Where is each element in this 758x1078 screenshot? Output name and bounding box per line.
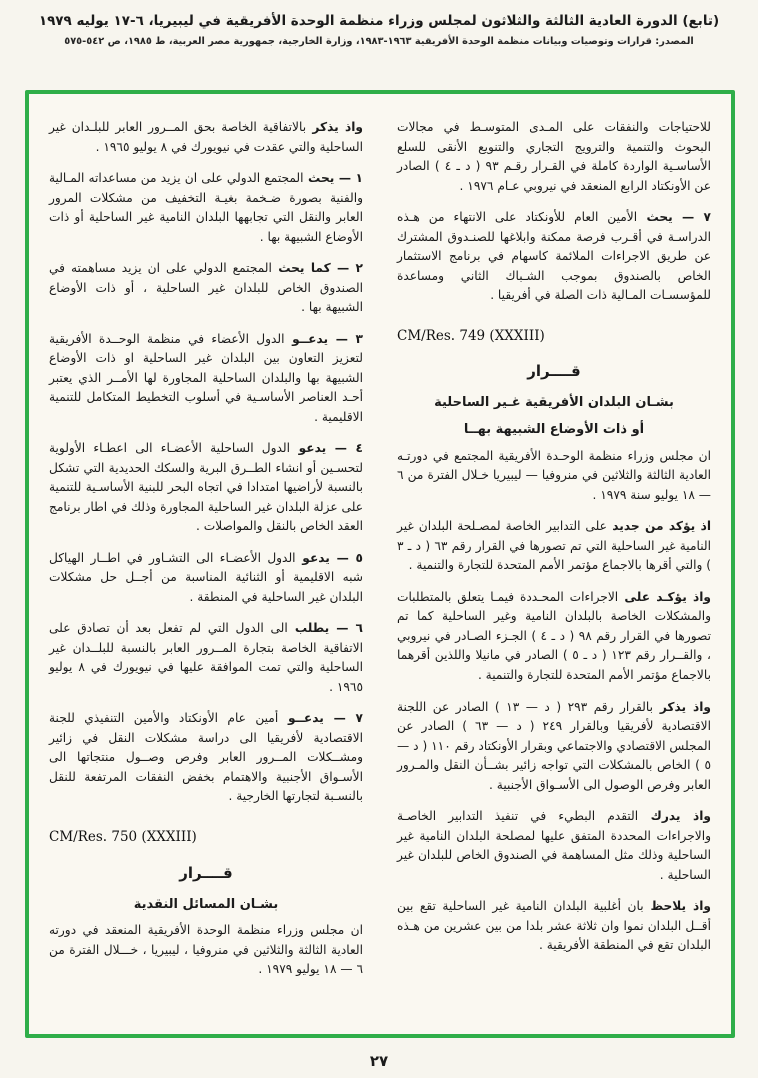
- resolution-subtitle: بشـان البلدان الأفريقية غـير الساحلية: [434, 395, 674, 411]
- column-right: [397, 118, 711, 1020]
- paragraph-lead: ٥ — يدعو: [295, 550, 363, 565]
- paragraph-lead: واذ يذكر: [306, 120, 363, 134]
- paragraph-lead: ٣ — يدعــو: [284, 331, 363, 346]
- paragraph: ٦ — يطلب الى الدول التي لم تفعل بعد أن تصادق على الاتفاقية الخاصة بتجارة المــرور العابر بالنسبة للبلــدان غير الساحلية والتي تمت الموافقة عليها في نيويورك في ٨ يوليو ١٩٦٥ .: [49, 621, 364, 694]
- paragraph-lead: ٢ — كما يحث: [271, 261, 363, 276]
- paragraph-lead: واذ يدرك: [638, 809, 712, 824]
- paragraph: واذ يذكر بالقرار رقم ٢٩٣ ( د — ١٣ ) الصادر عن اللجنة الاقتصادية لأفريقيا وبالقرار ٢٤٩ ( د — ٦٣ ) الصادر عن المجلس الاقتصادي والاجتماعي وبقرار الأونكتاد رقم ١١٠ ( د — ٥ ) الخاص بالمشكلات التي تواجه زائير بشــأن النقل والمـرور العابر وفرص الوصول الى الأسـواق الأجنبية .: [397, 699, 711, 792]
- paragraph-lead: واذ يذكر: [652, 699, 711, 714]
- paragraph-lead: ٦ — يطلب: [287, 621, 363, 636]
- paragraph: ٥ — يدعو الدول الأعضـاء الى التشـاور في اطــار الهياكل شبه الاقليمية أو الثنائية المناسبة من أجــل حل مشكلات البلدان غير الساحلية في المنطقة .: [49, 550, 363, 604]
- text-columns: [49, 118, 711, 1020]
- page-number: ٢٧: [369, 1052, 389, 1070]
- resolution-number: CM/Res. 750 (XXXIII): [49, 828, 197, 845]
- resolution-number: CM/Res. 749 (XXXIII): [397, 327, 545, 344]
- resolution-title: قــــرار: [527, 362, 581, 381]
- column-left: [49, 118, 363, 1020]
- paragraph: واذ يلاحظ بان أغلبية البلدان النامية غير الساحلية تقع بين أقــل البلدان نموا وان ثلاثة عشر بلدا من بين عشرين من هـذه البلدان تقع في المنطقة الأفريقية .: [397, 899, 711, 953]
- page-header: [0, 0, 758, 47]
- paragraph: ٢ — كما يحث المجتمع الدولي على ان يزيد مساهمته في الصندوق الخاص للبلدان غير الساحلية ، أو ذات الأوضاع الشبيهة بها .: [49, 261, 363, 315]
- paragraph: ٧ — يدعــو أمين عام الأونكتاد والأمين التنفيذي للجنة الاقتصادية لأفريقيا الى دراسة مشكلات النقل في زائير ومشــكلات المــرور العابر وفرص وصــول منتجاتها الى الأسـواق الأجنبية والاهتمام بخفض النفقات المرتفعة للنقل بالنسـبة لتجارتها الخارجية .: [49, 711, 363, 804]
- paragraph-lead: ٧ — يحث: [637, 210, 711, 225]
- source-note: المصدر: قرارات وتوصيات وبيانات منظمة الوحدة الأفريقية ١٩٦٣-١٩٨٣، وزارة الخارجية، جمهورية مصر العربية، ط ١٩٨٥، ص ٥٤٢-٥٧٥: [64, 36, 694, 47]
- paragraph-lead: ١ — يحث: [303, 171, 363, 186]
- paragraph-lead: واذ يلاحظ: [643, 899, 711, 914]
- paragraph-lead: ٤ — يدعو: [290, 441, 363, 456]
- session-title: (تابع) الدورة العادية الثالثة والثلاثون لمجلس وزراء منظمة الوحدة الأفريقية في ليبيريا، ٦-١٧ يوليه ١٩٧٩: [38, 13, 720, 29]
- paragraph: واذ يذكر بالاتفاقية الخاصة بحق المــرور العابر للبلـدان غير الساحلية والتي عقدت في نيويورك في ٨ يوليو ١٩٦٥ .: [49, 120, 363, 154]
- paragraph: ١ — يحث المجتمع الدولي على ان يزيد من مساعداته المـالية والفنية بصورة ضـخمة بغيـة التخفيف من مشكلات المرور العابر والنقل التي تجابهها البلدان النامية غير الساحلية أو ذات الأوضاع الشبيهة بها .: [49, 171, 363, 244]
- resolution-subtitle: بشـان المسائل النقدية: [133, 896, 279, 912]
- paragraph: ٣ — يدعــو الدول الأعضاء في منظمة الوحــدة الأفريقية لتعزيز التعاون بين البلدان غير الساحلية او ذات الأوضاع الشبيهة بها والبلدان الساحلية المجاورة لها الأمــر الذي يعتبر أحـد العناصر الأساسـية في أسلوب التخطيط المتكامل للتنمية الاقليمية .: [49, 331, 363, 424]
- paragraph: ٤ — يدعو الدول الساحلية الأعضـاء الى اعطـاء الأولوية لتحسـين أو انشاء الطــرق البرية والسكك الحديدية التي تشكل بالنسبة لأراضيها امتدادا في اتجاه البحر للبنية الأساسـية للتنمية على عزلة البلدان غير الساحلية المجاورة وذلك في اطار برنامج العقد الخاص بالنقل والمواصلات .: [49, 441, 363, 534]
- paragraph: للاحتياجات والنفقات على المـدى المتوسـط في مجالات البحوث والتنمية والترويج التجاري والتنويع الأنقى للسلع الأساسـية الواردة كاملة في القـرار رقـم ٩٣ ( د ـ ٤ ) الصادر عن الأونكتاد الرابع المنعقد في نيروبي عـام ١٩٧٦ .: [397, 120, 711, 193]
- paragraph: واذ يدرك التقدم البطيء في تنفيذ التدابير الخاصـة والاجراءات المحددة المتفق عليها لمصلحة البلدان النامية غير الساحلية وذلك مثل المساهمة في الصندوق الخاص للبلدان غير الساحلية .: [397, 809, 712, 882]
- paragraph: ان مجلس وزراء منظمة الوحـدة الأفريقية المجتمع في دورتـه العادية الثالثة والثلاثين في منروفيا — ليبيريا خـلال الفترة من ٦ — ١٨ يوليو سنة ١٩٧٩ .: [397, 448, 711, 502]
- resolution-title: قــــرار: [179, 863, 233, 882]
- paragraph: ان مجلس وزراء منظمة الوحدة الأفريقية المنعقد في دورته العادية الثالثة والثلاثين في منروفيا ، ليبيريا ، خـــلال الفترة من ٦ — ١٨ يوليو ١٩٧٩ .: [49, 923, 363, 977]
- document-frame: [25, 90, 735, 1038]
- paragraph: واذ يؤكـد على الاجراءات المحـددة فيمـا يتعلق بالمتطلبات والمشكلات الخاصة بالبلدان النامية وغير الساحلية كما تم تصورها في القرار رقم ٩٨ ( د ـ ٤ ) الجـزء الصـادر في نيروبي ، والقــرار رقم ١٢٣ ( د ـ ٥ ) الصادر في مانيلا واللذين أقرهما بالاجماع مؤتمر الأمم المتحدة للتجارة والتنمية .: [397, 589, 711, 682]
- resolution-subtitle: أو ذات الأوضاع الشبيهة بهــا: [463, 422, 645, 438]
- paragraph: اذ يؤكد من جديد على التدابير الخاصة لمصـلحة البلدان غير النامية غير الساحلية التي تم تصورها في القرار رقم ٦٣ ( د ـ ٣ ) والتي أقرها بالاجماع مؤتمر الأمم المتحدة للتجارة والتنمية .: [397, 519, 711, 573]
- paragraph-lead: اذ يؤكد من جديد: [606, 519, 711, 534]
- paragraph-lead: واذ يؤكـد على: [618, 589, 711, 604]
- paragraph-lead: ٧ — يدعــو: [278, 711, 363, 726]
- paragraph: ٧ — يحث الأمين العام للأونكتاد على الانتهاء من هـذه الدراسـة في أقـرب فرصة ممكنة وابلاغها للصنـدوق المشترك عن طريق الاجراءات الملائمة كاسهام في برنامج الاستثمار الخاص بالصندوق بموجب الشـباك الثاني ومساعدة للمؤسسـات المـالية ذات الصلة في أفريقيا .: [397, 210, 711, 303]
